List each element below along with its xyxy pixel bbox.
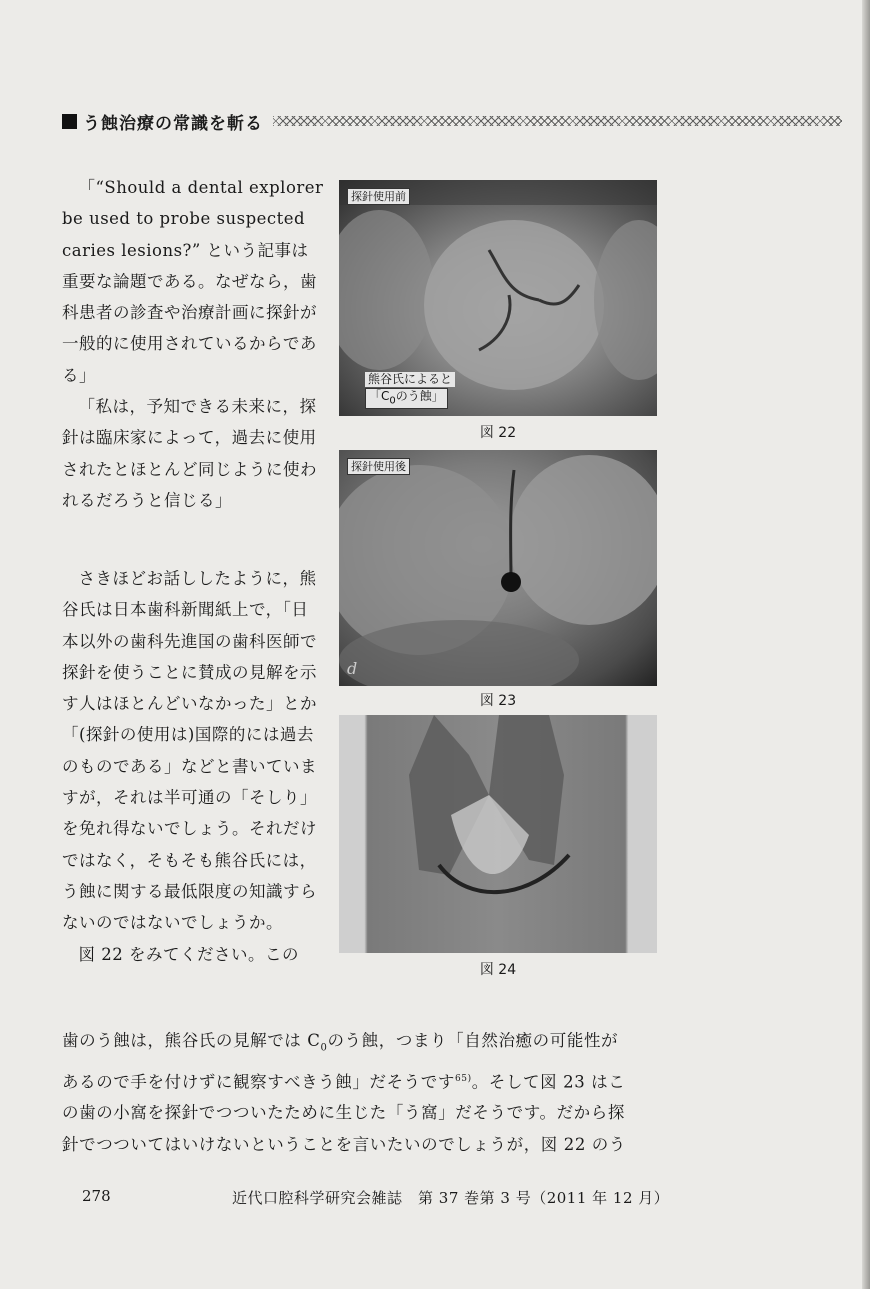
figure-24-photo	[339, 715, 657, 953]
section-title: う蝕治療の常識を斬る	[83, 113, 263, 134]
subscript-zero: 0	[320, 1042, 328, 1054]
quote-paragraph-1: 「“Should a dental explorer be used to probe suspected caries lesions?” という記事は重要な論題である。なぜなら，歯科患者の診査や治療計画に探針が一般的に使用されているからである」	[62, 178, 324, 385]
square-bullet-icon	[62, 114, 77, 129]
text-line-1	[62, 1025, 662, 1064]
figure-22-photo	[339, 180, 657, 416]
text-line-4: 針でつついてはいけないということを言いたいのでしょうが，図 22 のう	[62, 1134, 626, 1154]
body-paragraph-4: 図 22 をみてください。この	[78, 944, 299, 964]
text-line-1a: 歯のう蝕は，熊谷氏の見解では C	[62, 1031, 321, 1050]
page-number: 278	[82, 1187, 111, 1205]
text-line-2a: あるので手を付けずに観察すべきう蝕」だそうです	[62, 1072, 455, 1092]
figure-22-subscript: 0	[389, 395, 396, 407]
text-line-3: の歯の小窩を探針でつついたために生じた「う窩」だそうです。だから探	[62, 1103, 625, 1123]
text-line-2b: 。そして図 23 はこ	[471, 1072, 626, 1092]
quote-paragraph-2: 「私は，予知できる未来に，探針は臨床家によって，過去に使用されたとほとんど同じように使われるだろうと信じる」	[62, 397, 317, 510]
full-width-text	[62, 1025, 662, 1160]
body-paragraph-3: さきほどお話ししたように，熊谷氏は日本歯科新聞紙上で，「日本以外の歯科先進国の歯科医師で探針を使うことに賛成の見解を示す人はほとんどいなかった」とか「(探針の使用は)国際的には過去のものである」などと書いていますが，それは半可通の「そしり」を免れ得ないでしょう。それだけではなく，そもそも熊谷氏には，う蝕に関する最低限度の知識すらないのではないでしょうか。	[62, 569, 317, 933]
figure-23-corner-mark: d	[347, 659, 358, 678]
figure-24-caption: 図 24	[479, 962, 517, 978]
figure-22-note-line2	[365, 388, 448, 409]
figure-23-label: 探針使用後	[347, 458, 410, 475]
figure-22-note	[365, 372, 455, 410]
reference-superscript: 65)	[454, 1073, 472, 1084]
section-header	[62, 108, 842, 134]
figure-22-note-line1: 熊谷氏によると	[365, 372, 455, 387]
figure-23-photo	[339, 450, 657, 686]
tooth-section-icon	[339, 715, 657, 953]
figure-22-label: 探針使用前	[347, 188, 410, 205]
text-line-2	[62, 1064, 662, 1098]
left-column-body	[62, 563, 324, 970]
figure-23-caption: 図 23	[479, 693, 517, 709]
journal-citation: 近代口腔科学研究会雑誌 第 37 巻第 3 号（2011 年 12 月）	[232, 1189, 670, 1207]
figure-22-caption: 図 22	[479, 425, 517, 441]
tooth-cavity-icon	[339, 450, 657, 686]
text-line-1b: のう蝕，つまり「自然治癒の可能性が	[327, 1031, 619, 1050]
figure-22-note-line2b: のう蝕」	[395, 389, 444, 403]
ornament-rule	[273, 116, 842, 126]
left-column-text	[62, 172, 324, 516]
page-edge-shadow	[862, 0, 870, 1289]
figure-22-note-line2a: 「C	[369, 389, 390, 403]
